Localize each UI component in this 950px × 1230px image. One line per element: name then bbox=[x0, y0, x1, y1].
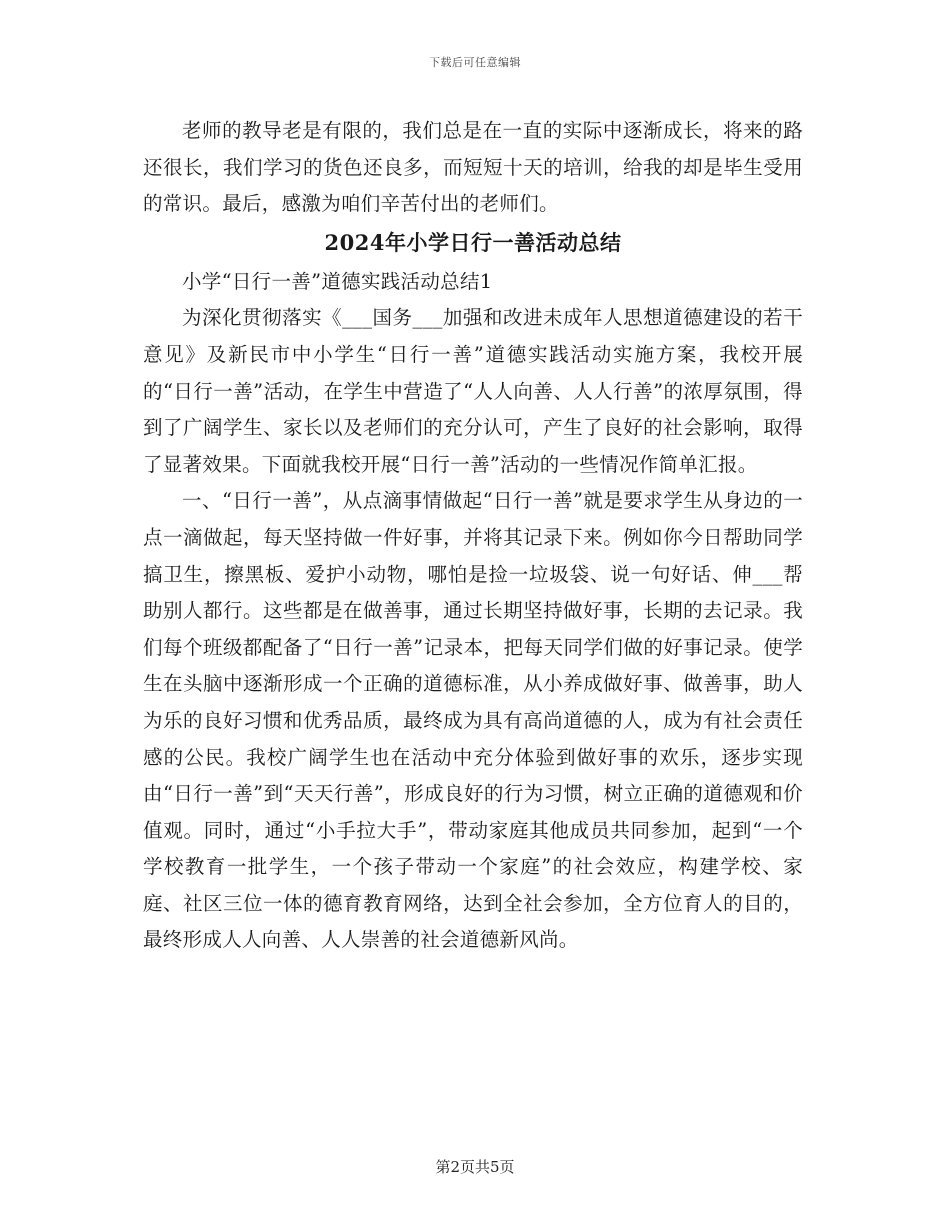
body-paragraph-2: 一、“日行一善”，从点滴事情做起“日行一善”就是要求学生从身边的一点一滴做起，每天坚持做一件好事，并将其记录下来。例如你今日帮助同学搞卫生，擦黑板、爱护小动物，哪怕是捡一垃圾袋、说一句好话、伸___帮助别人都行。这些都是在做善事，通过长期坚持做好事，长期的去记录。我们每个班级都配备了“日行一善”记录本，把每天同学们做的好事记录。使学生在头脑中逐渐形成一个正确的道德标准，从小养成做好事、做善事，助人为乐的良好习惯和优秀品质，最终成为具有高尚道德的人，成为有社会责任感的公民。我校广阔学生也在活动中充分体验到做好事的欢乐，逐步实现由“日行一善”到“天天行善”，形成良好的行为习惯，树立正确的道德观和价值观。同时，通过“小手拉大手”，带动家庭其他成员共同参加，起到“一个学校教育一批学生，一个孩子带动一个家庭”的社会效应，构建学校、家庭、社区三位一体的德育教育网络，达到全社会参加，全方位育人的目的，最终形成人人向善、人人崇善的社会道德新风尚。 bbox=[143, 489, 803, 952]
section-subtitle: 小学“日行一善”道德实践活动总结1 bbox=[182, 269, 493, 293]
document-title: 2024年小学日行一善活动总结 bbox=[324, 229, 622, 255]
body-paragraph-1: 为深化贯彻落实《___国务___加强和改进未成年人思想道德建设的若干意见》及新民市中小学生“日行一善”道德实践活动实施方案，我校开展的“日行一善”活动，在学生中营造了“人人向善、人人行善”的浓厚氛围，得到了广阔学生、家长以及老师们的充分认可，产生了良好的社会影响，取得了显著效果。下面就我校开展“日行一善”活动的一些情况作简单汇报。 bbox=[143, 306, 803, 476]
page-header-note: 下载后可任意编辑 bbox=[429, 56, 521, 69]
document-body bbox=[143, 113, 803, 959]
intro-paragraph: 老师的教导老是有限的，我们总是在一直的实际中逐渐成长，将来的路还很长，我们学习的货色还良多，而短短十天的培训，给我的却是毕生受用的常识。最后，感激为咱们辛苦付出的老师们。 bbox=[143, 119, 803, 216]
page-number-footer: 第2页共5页 bbox=[435, 1158, 515, 1176]
